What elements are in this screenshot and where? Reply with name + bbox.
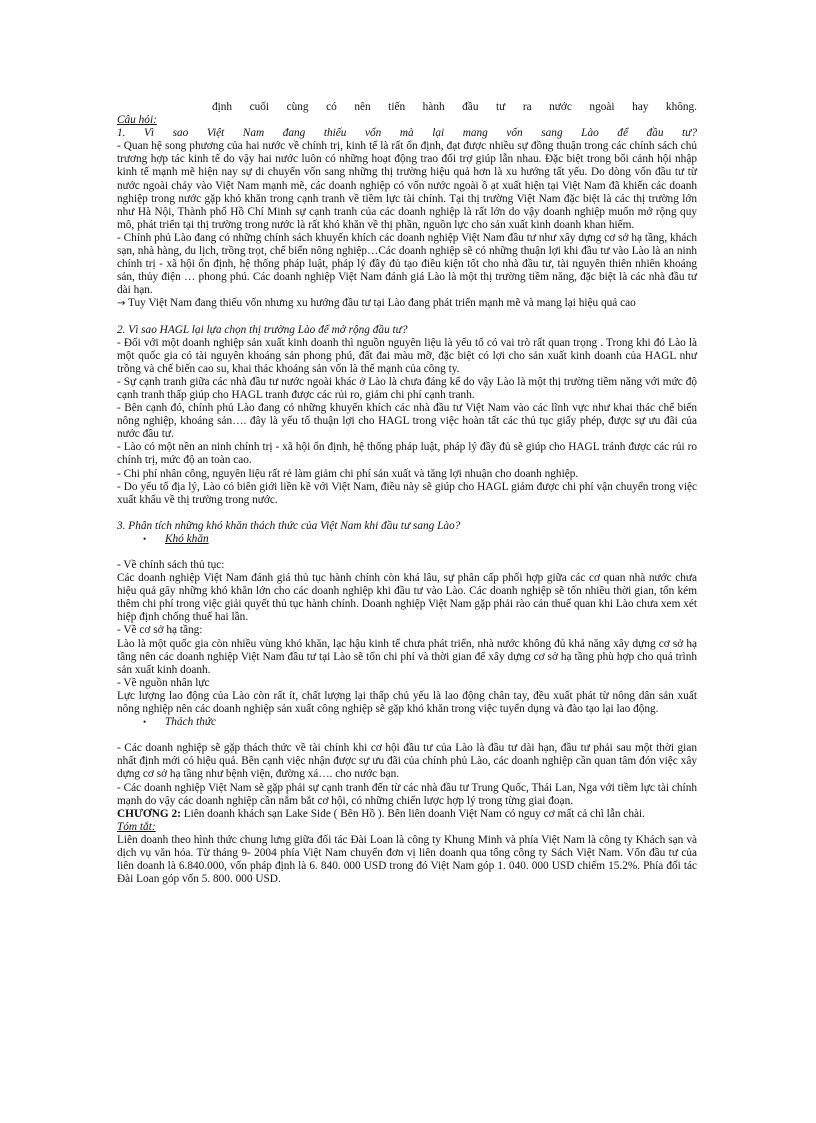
intro-line: định cuối cùng có nên tiến hành đầu tư ra nước ngoài hay không. <box>212 101 697 113</box>
q1-paragraph: - Chính phủ Lào đang có những chính sách khuyến khích các doanh nghiệp Việt Nam đầu tư như xây dựng cơ sở hạ tầng, khách sạn, nhà hàng, du lịch, trồng trọt, chế biến nông nghiệp…Các doanh nghiệp sẽ có những thuận lợi khi đầu tư vào Lào là an ninh chính trị - xã hội ổn định, hệ thống pháp luật, pháp lý đầy đủ tạo điều kiện tốt cho nhà đầu tư, tài nguyên thiên nhiên khoáng sản, thủy điện … phong phú. Các doanh nghiệp Việt Nam đánh giá Lào là một thị trường tiềm năng, đặc biệt là các nhà đầu tư dài hạn. <box>117 231 697 297</box>
challenge-line: - Các doanh nghiệp Việt Nam sẽ gặp phải sự cạnh tranh đến từ các nhà đầu tư Trung Quốc, Thái Lan, Nga với tiềm lực tài chính mạnh do vậy các doanh nghiệp cần nắm bắt cơ hội, có những chiến lược hợp lý trong từng giai đoạn. <box>117 781 697 807</box>
difficulty-line: Lực lượng lao động của Lào còn rất ít, chất lượng lại thấp chủ yếu là lao động chân tay, đều xuất phát từ nông dân sản xuất nông nghiệp nên các doanh nghiệp sản xuất công nghiệp sẽ gặp khó khăn trong việc tuyển dụng và đào tạo lại lao động. <box>117 689 697 716</box>
summary-heading: Tóm tắt: <box>117 820 156 833</box>
difficulty-line: Các doanh nghiệp Việt Nam đánh giá thủ tục hành chính còn khá lâu, sự phân cấp phối hợp giữa các cơ quan nhà nước chưa hiệu quả gây những khó khăn lớn cho các doanh nghiệp khi đầu tư vào Lào. Các doanh nghiệp sẽ tốn nhiều thời gian, tốn kém thêm chi phí trong việc giải quyết thủ tục hành chính. Doanh nghiệp Việt Nam gặp phải rào cản thuế quan khi Lào chưa xem xét hiệp định chống thuế hai lần. <box>117 572 697 624</box>
difficulty-line: Lào là một quốc gia còn nhiều vùng khó khăn, lạc hậu kinh tế chưa phát triển, nhà nước không đủ khả năng xây dựng cơ sở hạ tầng nên các doanh nghiệp Việt Nam đầu tư tại Lào sẽ tốn chi phí và thời gian để xây dựng cơ sở hạ tầng phù hợp cho quá trình sản xuất kinh doanh. <box>117 637 697 676</box>
q3-title: 3. Phân tích những khó khăn thách thức của Việt Nam khi đầu tư sang Lào? <box>117 519 461 532</box>
difficulty-line: - Về chính sách thủ tục: <box>117 559 225 571</box>
q1-conclusion <box>117 297 697 310</box>
q2-paragraph: - Sự cạnh tranh giữa các nhà đầu tư nước ngoài khác ở Lào là chưa đáng kể do vậy Lào là một thị trường tiềm năng với mức độ cạnh tranh thấp giúp cho HAGL tranh được các rủi ro, giảm chi phí cạnh tranh. <box>117 375 697 401</box>
arrow-right-icon: → <box>117 298 126 310</box>
challenges-heading: Thách thức <box>165 716 217 729</box>
chapter-2-title: Liên doanh khách sạn Lake Side ( Bên Hồ ). Bên liên doanh Việt Nam có nguy cơ mất cả chì lẫn chài. <box>183 807 645 820</box>
difficulty-line: - Về nguồn nhân lực <box>117 676 210 689</box>
bullet-icon: • <box>143 717 147 728</box>
q2-paragraph: - Đối với một doanh nghiệp sản xuất kinh doanh thì nguồn nguyên liệu là yếu tố có vai trò rất quan trọng . Trong khi đó Lào là một quốc gia có tài nguyên khoáng sản phong phú, đất đai màu mỡ, đặc biệt có lợi cho sản xuất kinh doanh của HAGL như trồng và chế biến cao su, khai thác khoáng sản vốn là thế mạnh của công ty. <box>117 336 697 375</box>
difficulties-bullet <box>117 533 697 546</box>
challenges-bullet <box>117 716 697 729</box>
difficulty-line: - Về cơ sở hạ tầng: <box>117 624 203 637</box>
q2-paragraph: - Chi phí nhân công, nguyên liệu rất rẻ làm giảm chi phí sản xuất và tăng lợi nhuận cho doanh nghiệp. <box>117 467 579 480</box>
summary-text: Liên doanh theo hình thức chung lưng giữa đối tác Đài Loan là công ty Khung Minh và phía Việt Nam là công ty Khách sạn và dịch vụ văn hóa. Từ tháng 9- 2004 phía Việt Nam chuyển đơn vị liên doanh qua tổng công ty Sách Việt Nam. Vốn đầu tư của liên doanh là 6.840.000, vốn pháp định là 6. 840. 000 USD trong đó Việt Nam góp 1. 040. 000 USD chiếm 15.2%. Phía đối tác Đài Loan góp vốn 5. 800. 000 USD. <box>117 833 697 886</box>
chapter-2-label: CHƯƠNG 2: <box>117 807 181 820</box>
questions-heading: Câu hỏi: <box>117 114 157 127</box>
q1-conclusion-text: Tuy Việt Nam đang thiếu vốn nhưng xu hướng đầu tư tại Lào đang phát triển mạnh mẽ và mang lại hiệu quả cao <box>128 297 636 310</box>
q1-paragraph: - Quan hệ song phương của hai nước về chính trị, kinh tế là rất ổn định, đạt được nhiều sự đồng thuận trong các chính sách chủ trương hợp tác kinh tế do vậy hai nước luôn có những hoạt động trao đổi trợ giúp lẫn nhau. Đặc biệt trong bối cảnh hội nhập kinh tế mạnh mẽ hiện nay sự di chuyển vốn sang những thị trường hiệu quả hơn là xu hướng tất yếu. Do dòng vốn đầu tư từ nước ngoài chảy vào Việt Nam mạnh mẽ, các doanh nghiệp có vốn nước ngoài ồ ạt xuất hiện tại Việt Nam đã khiến các doanh nghiệp trong nước gặp khó khăn trong cạnh tranh về tiềm lực tài chính. Tại thị trường Việt Nam đặc biệt là các thị trường lớn như Hà Nội, Thành phố Hồ Chí Minh sự cạnh tranh của các doanh nghiệp là rất lớn do vậy doanh nghiệp muốn mở rộng quy mô, phát triển tại thị trường trong nước là rất khó khăn về thị phần, nguồn lực cho sản xuất kinh doanh khan hiếm. <box>117 140 697 231</box>
q2-paragraph: - Lào có một nền an ninh chính trị - xã hội ổn định, hệ thống pháp luật, pháp lý đầy đủ sẽ giúp cho HAGL tránh được các rủi ro chính trị, mức độ an toàn cao. <box>117 441 697 467</box>
challenge-line: - Các doanh nghiệp sẽ gặp thách thức về tài chính khi cơ hội đầu tư của Lào là đầu tư dài hạn, đầu tư phải sau một thời gian nhất định mới có hiệu quả. Bên cạnh việc nhận được sự ưu đãi của chính phủ Lào, các doanh nghiệp cần quan tâm đón việc xây dựng cơ sở hạ tầng như bệnh viện, đường xá…. cho nước bạn. <box>117 742 697 781</box>
q1-title: 1. Vì sao Việt Nam đang thiếu vốn mà lại mang vốn sang Lào để đầu tư? <box>117 127 697 140</box>
document-page <box>117 101 697 886</box>
q2-paragraph: - Do yếu tố địa lý, Lào có biên giới liền kề với Việt Nam, điều này sẽ giúp cho HAGL giảm được chi phí vận chuyển trong việc xuất khẩu về thị trường trong nước. <box>117 480 697 506</box>
q2-title: 2. Vì sao HAGL lại lựa chọn thị trường Lào để mở rộng đầu tư? <box>117 323 408 336</box>
chapter-2-heading <box>117 808 697 821</box>
bullet-icon: • <box>143 533 147 544</box>
difficulties-heading: Khó khăn <box>165 532 209 545</box>
q2-paragraph: - Bên cạnh đó, chính phủ Lào đang có những khuyến khích các nhà đầu tư Việt Nam vào các lĩnh vực như khai thác chế biến nông nghiệp, khoáng sản…. đây là yếu tố thuận lợi cho HAGL trong việc hoàn tất các thủ tục giấy phép, được sự ưu đãi của nước đầu tư. <box>117 402 697 441</box>
